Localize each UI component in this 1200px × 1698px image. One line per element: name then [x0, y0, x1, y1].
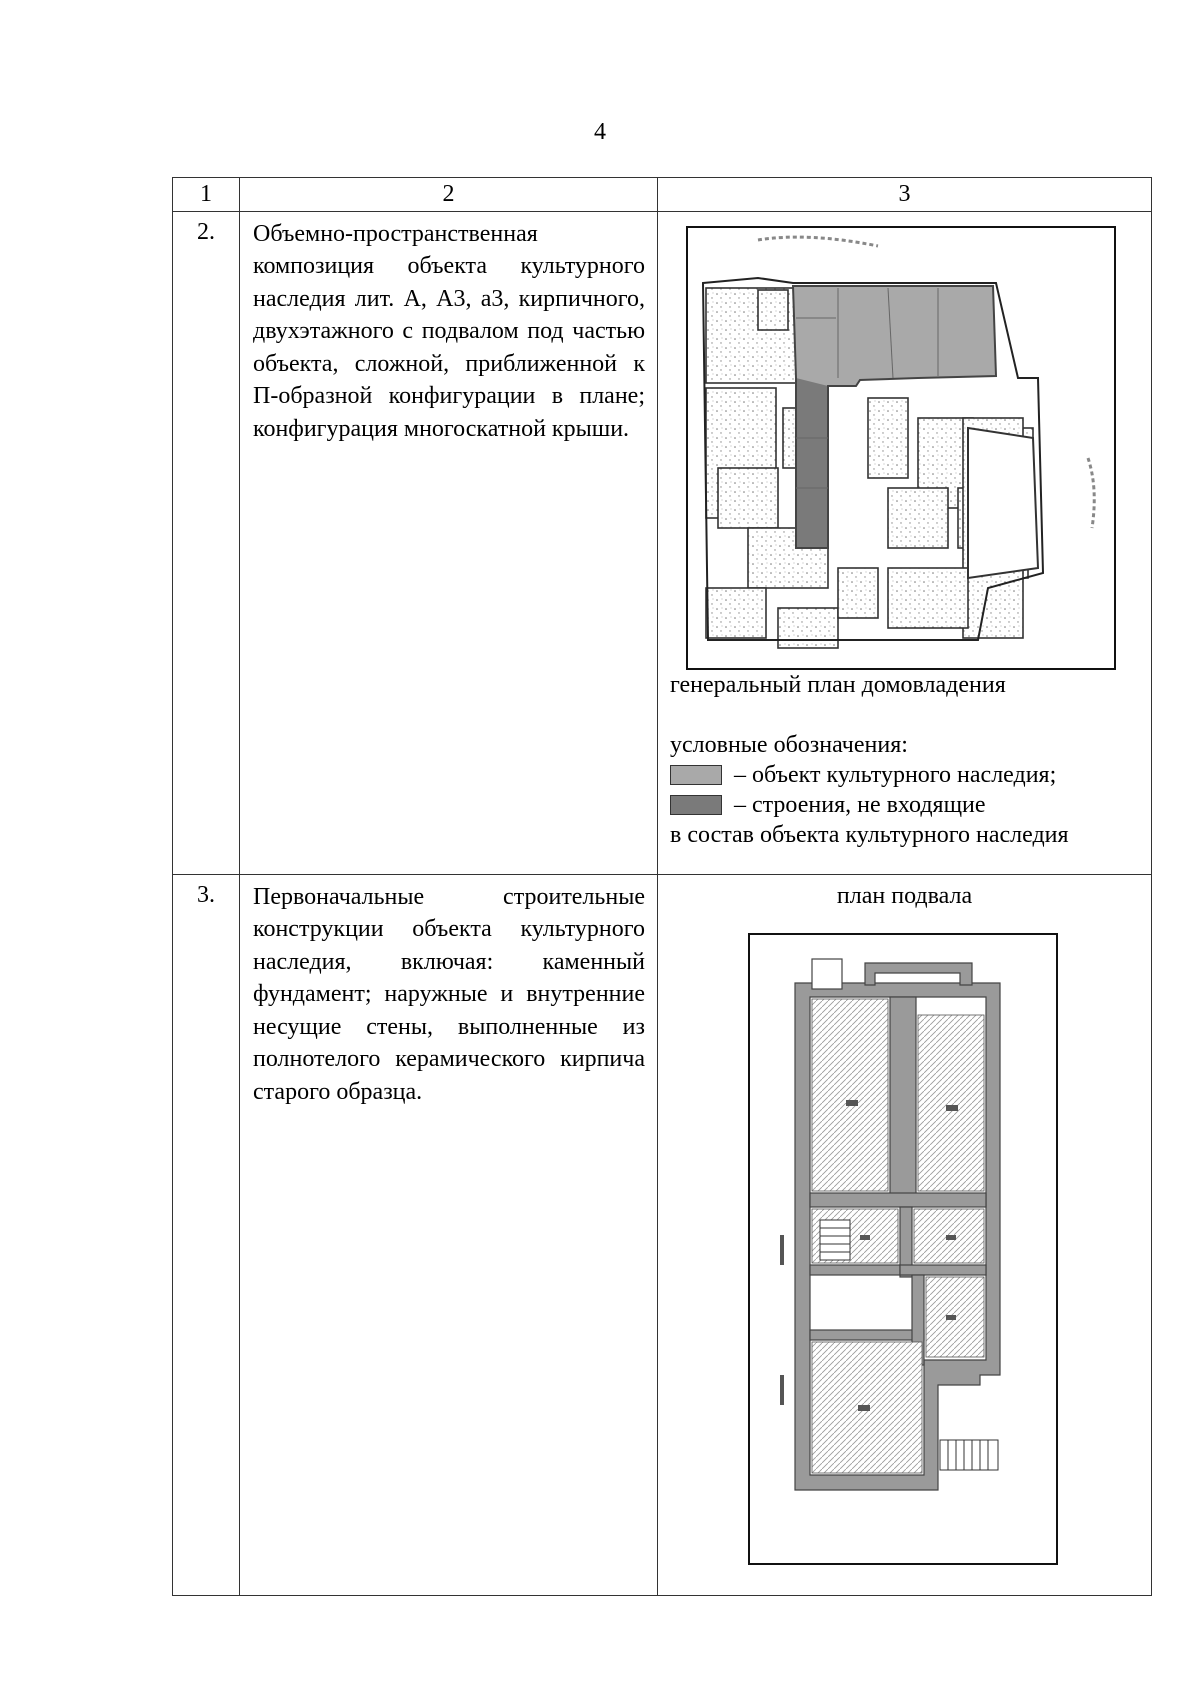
legend-swatch-other: [670, 795, 722, 815]
legend-item-other: [670, 790, 986, 820]
row-description: [240, 211, 658, 874]
table-row: [173, 211, 1152, 874]
header-col-2: 2: [240, 178, 658, 212]
table-row: [173, 874, 1152, 1595]
header-col-3: 3: [658, 178, 1152, 212]
heritage-table: [172, 177, 1152, 1596]
legend-label-other: – строения, не входящие: [734, 791, 986, 818]
description-text: Первоначальные строительные конструкции объекта культурного наследия, включая: каменный фундамент; наружные и внутренние несущие стены, выполненные из полнотелого керамического кирпича старого образца.: [253, 883, 645, 1105]
row-number: 2.: [173, 211, 240, 874]
row-illustration-cell: [658, 211, 1152, 874]
page-number: 4: [594, 119, 606, 145]
legend-continuation: в состав объекта культурного наследия: [670, 821, 1069, 848]
site-plan-image: [686, 226, 1116, 670]
basement-plan-title: план подвала: [836, 882, 973, 909]
legend-title: условные обозначения:: [670, 731, 908, 758]
description-text: Объемно-пространственная композиция объекта культурного наследия лит. А, А3, а3, кирпичного, двухэтажного с подвалом под частью объекта, сложной, приближенной к П-образной конфигурации в плане; конфигурация многоскатной крыши.: [253, 220, 645, 442]
legend-label-heritage: – объект культурного наследия;: [734, 761, 1057, 788]
legend-swatch-heritage: [670, 765, 722, 785]
site-plan-caption: генеральный план домовладения: [670, 671, 1006, 698]
table-header-row: [173, 178, 1152, 212]
row-illustration-cell: [658, 874, 1152, 1595]
basement-plan-drawing: [750, 935, 1056, 1563]
row-description: [240, 874, 658, 1595]
row-number: 3.: [173, 874, 240, 1595]
site-plan-drawing: [688, 228, 1114, 668]
legend-item-heritage: [670, 760, 1056, 790]
basement-plan-image: [748, 933, 1058, 1565]
header-col-1: 1: [173, 178, 240, 212]
